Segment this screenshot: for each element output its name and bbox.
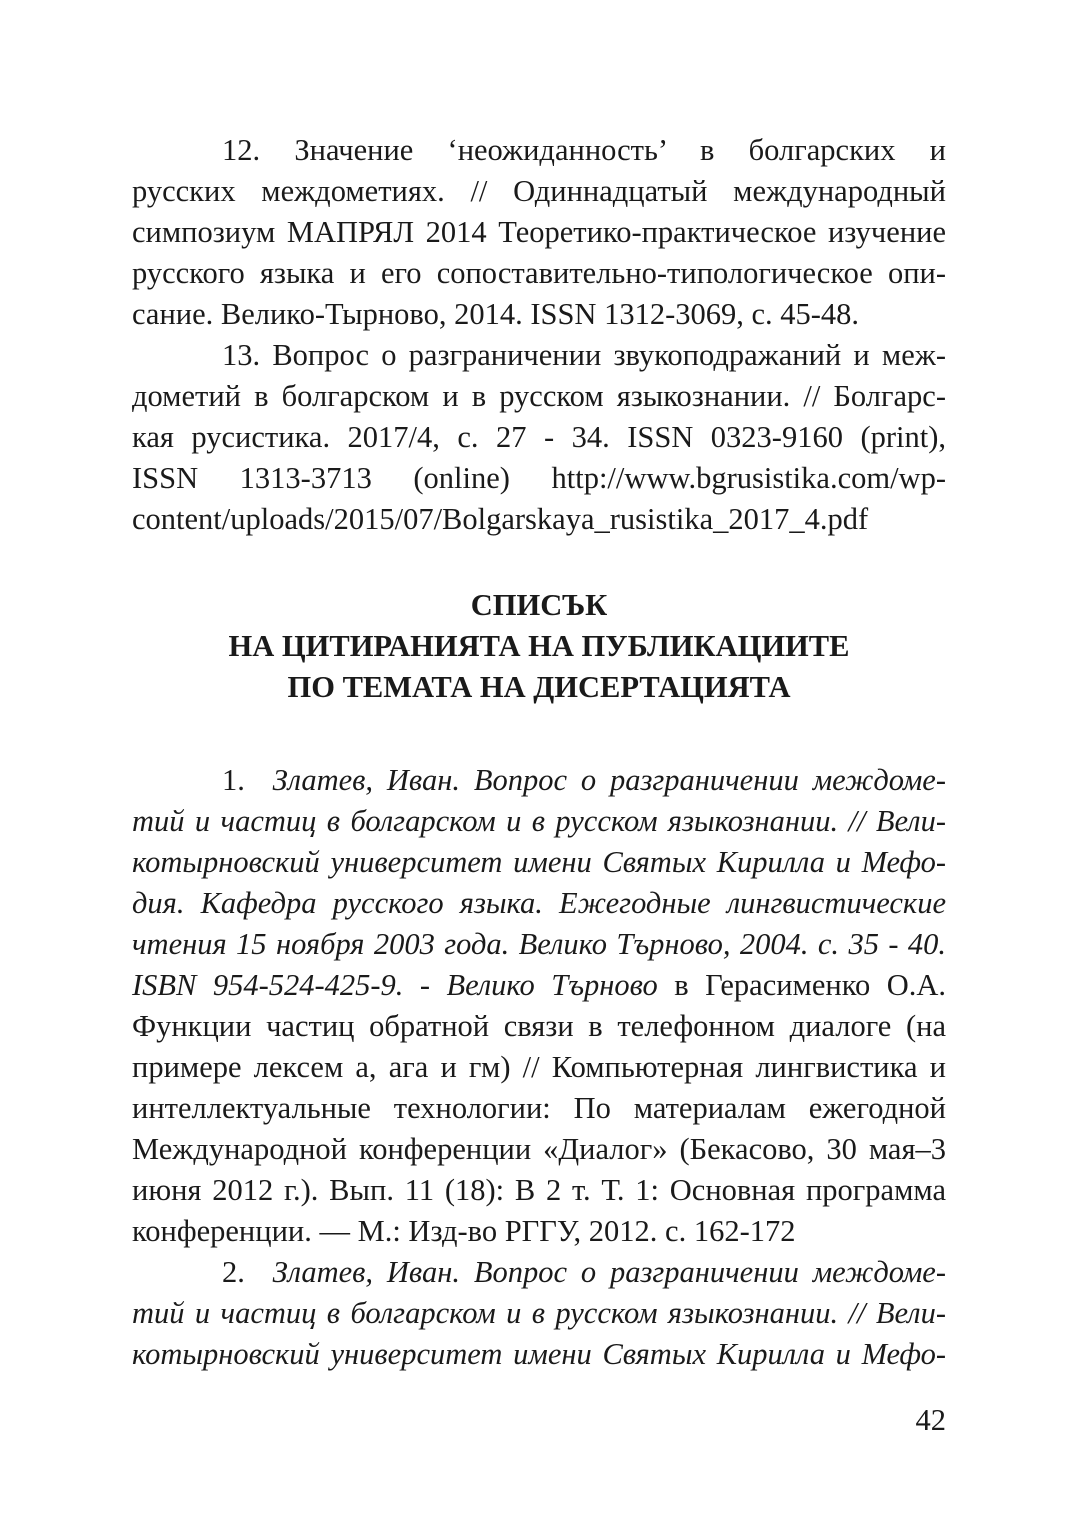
text-line: конференции. — М.: Изд-во РГГУ, 2012. с. 162-172 [132,1214,796,1248]
text-line: 13. Вопрос о разграничении звукоподражаний и меж- [222,338,946,372]
text-line: ISSN 1313-3713 (online) http://www.bgrusistika.com/wp- [132,461,946,495]
citation-number: 2. [222,1255,245,1289]
text-line [132,1252,946,1293]
text-line: июня 2012 г.). Вып. 11 (18): В 2 т. Т. 1: Основная программа [132,1173,946,1207]
publication-12 [132,130,946,335]
citation-number: 1. [222,763,245,797]
text-line: кая русистика. 2017/4, с. 27 - 34. ISSN 0323-9160 (print), [132,420,946,454]
text-line [132,760,946,801]
text-line: дометий в болгарском и в русском языкознании. // Болгарс- [132,379,946,413]
text-line: тий и частиц в болгарском и в русском языкознании. // Вели- [132,804,946,838]
text-line: Международной конференции «Диалог» (Бекасово, 30 мая–3 [132,1132,946,1166]
section-heading [132,585,946,708]
text-line: русских междометиях. // Одиннадцатый международный [132,174,946,208]
text-line: сание. Велико-Тырново, 2014. ISSN 1312-3069, с. 45-48. [132,297,860,331]
page-number: 42 [915,1403,946,1437]
text-line: котырновский университет имени Святых Кирилла и Мефо- [132,845,946,879]
text-line: 12. Значение ‘неожиданность’ в болгарских и [222,133,946,167]
text-line: тий и частиц в болгарском и в русском языкознании. // Вели- [132,1296,946,1330]
heading-line: ПО ТЕМАТА НА ДИСЕРТАЦИЯТА [287,670,791,704]
text-line: чтения 15 ноября 2003 года. Велико Търново, 2004. с. 35 - 40. [132,927,946,961]
citation-plain: в Герасименко О.А. [674,968,946,1002]
citation-italic: Златев, Иван. Вопрос о разграничении междоме- [272,1255,946,1289]
heading-line: НА ЦИТИРАНИЯТА НА ПУБЛИКАЦИИТЕ [228,629,850,663]
text-line: русского языка и его сопоставительно-типологическое опи- [132,256,946,290]
citation-1 [132,760,946,1252]
citation-2 [132,1252,946,1375]
heading-line: СПИСЪК [470,588,608,622]
text-line: котырновский университет имени Святых Кирилла и Мефо- [132,1337,946,1371]
publication-13 [132,335,946,540]
text-line [132,965,946,1006]
text-line: примере лексем а, ага и гм) // Компьютерная лингвистика и [132,1050,946,1084]
citation-italic: Златев, Иван. Вопрос о разграничении междоме- [272,763,946,797]
citation-italic: ISBN 954-524-425-9. - Велико Търново [132,968,658,1002]
document-page [132,130,946,1375]
text-line: Функции частиц обратной связи в телефонном диалоге (на [132,1009,946,1043]
text-line: симпозиум МАПРЯЛ 2014 Теоретико-практическое изучение [132,215,946,249]
text-line: дия. Кафедра русского языка. Ежегодные лингвистические [132,886,946,920]
text-line: content/uploads/2015/07/Bolgarskaya_rusistika_2017_4.pdf [132,502,869,536]
text-line: интеллектуальные технологии: По материалам ежегодной [132,1091,946,1125]
